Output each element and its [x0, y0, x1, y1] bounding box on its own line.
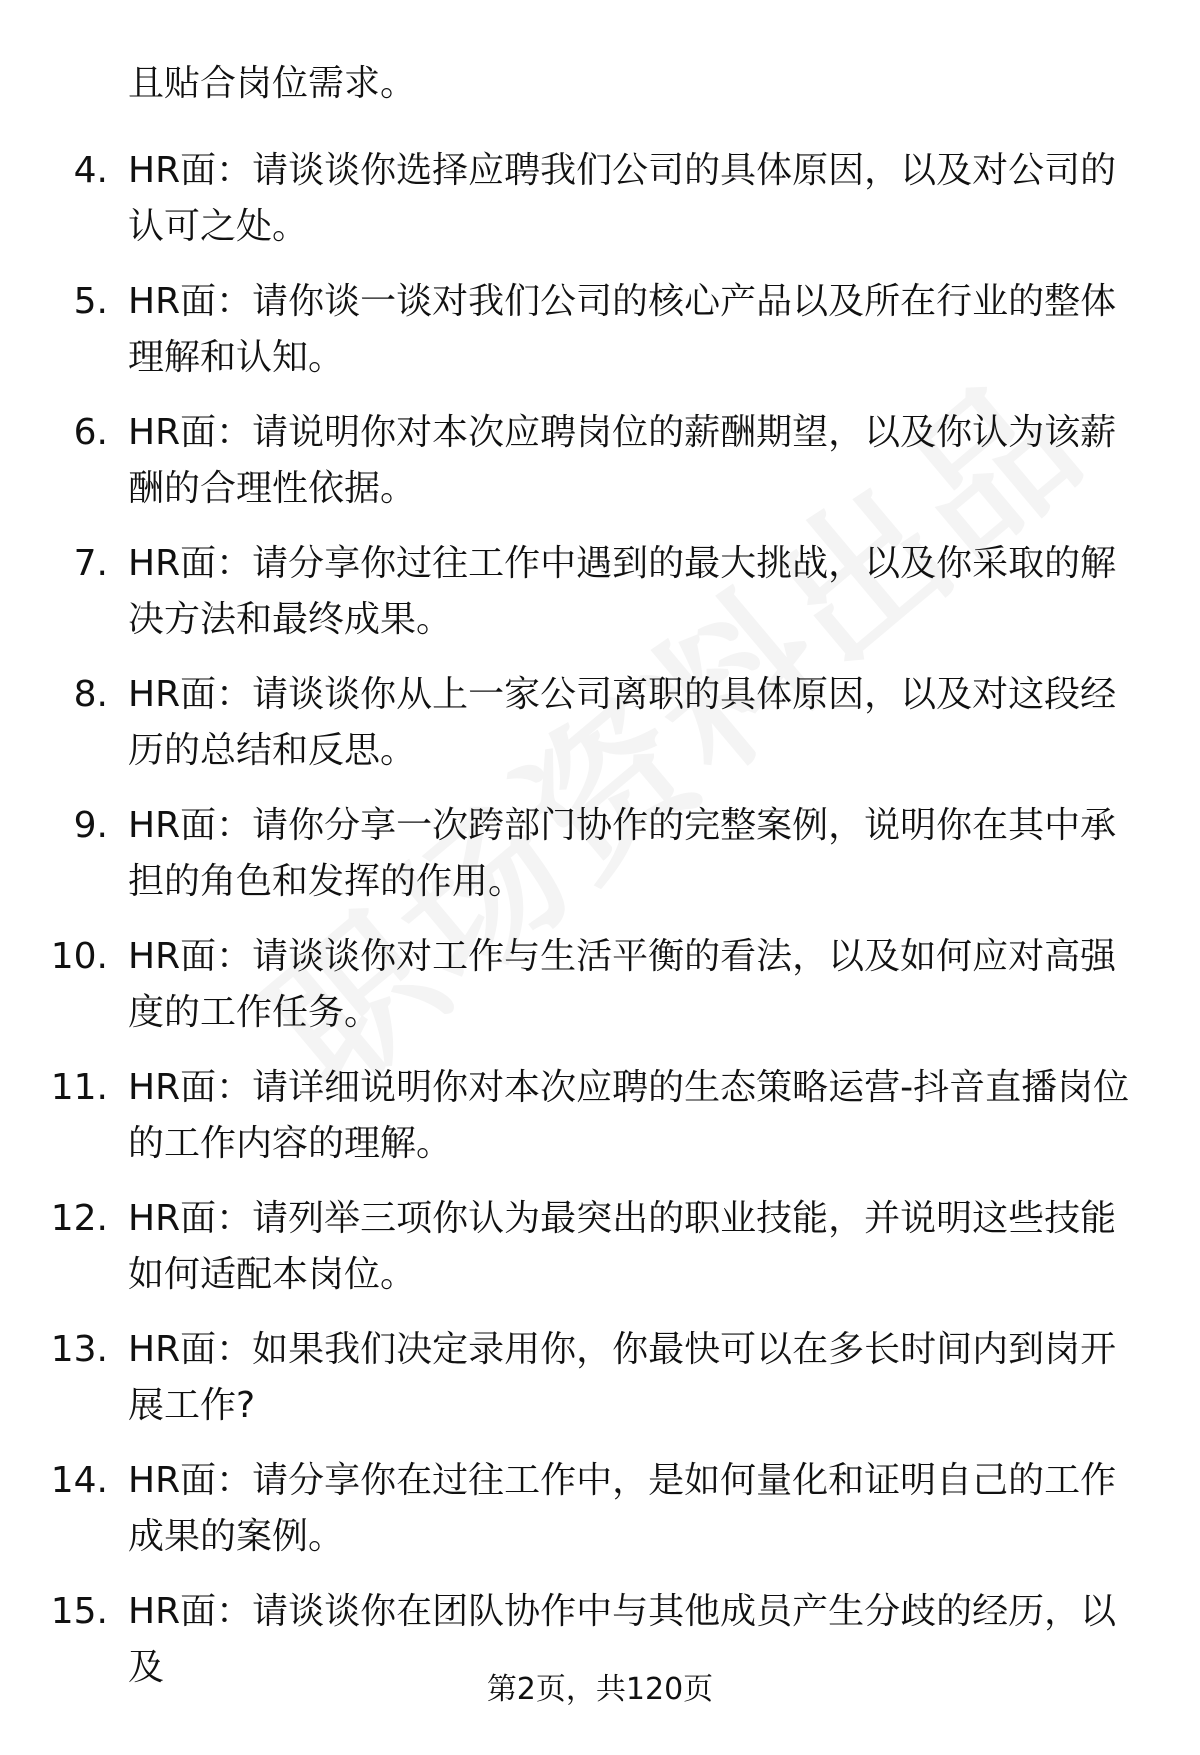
question-item	[0, 536, 1200, 667]
question-text: HR面：请谈谈你选择应聘我们公司的具体原因，以及对公司的认可之处。	[128, 150, 1117, 247]
continuation-text: 且贴合岗位需求。	[128, 63, 417, 104]
question-number: 11.	[50, 1067, 108, 1108]
question-text: HR面：请分享你在过往工作中，是如何量化和证明自己的工作成果的案例。	[128, 1460, 1117, 1557]
question-number: 7.	[73, 543, 108, 584]
question-text: HR面：请谈谈你对工作与生活平衡的看法，以及如何应对高强度的工作任务。	[128, 936, 1117, 1033]
question-number: 15.	[50, 1591, 108, 1632]
question-text: HR面：请分享你过往工作中遇到的最大挑战，以及你采取的解决方法和最终成果。	[128, 543, 1117, 640]
question-number: 12.	[50, 1198, 108, 1239]
question-item	[0, 1453, 1200, 1584]
question-text: HR面：请你分享一次跨部门协作的完整案例，说明你在其中承担的角色和发挥的作用。	[128, 805, 1117, 902]
question-number: 14.	[50, 1460, 108, 1501]
question-item	[0, 1322, 1200, 1453]
question-number: 13.	[50, 1329, 108, 1370]
question-text: HR面：请谈谈你在团队协作中与其他成员产生分歧的经历，以及	[128, 1591, 1117, 1688]
question-text: HR面：请列举三项你认为最突出的职业技能，并说明这些技能如何适配本岗位。	[128, 1198, 1117, 1295]
question-number: 8.	[73, 674, 108, 715]
question-number: 10.	[50, 936, 108, 977]
question-text: HR面：请说明你对本次应聘岗位的薪酬期望，以及你认为该薪酬的合理性依据。	[128, 412, 1117, 509]
question-item	[0, 929, 1200, 1060]
question-item	[0, 667, 1200, 798]
question-text: HR面：请谈谈你从上一家公司离职的具体原因，以及对这段经历的总结和反思。	[128, 674, 1117, 771]
question-list	[0, 143, 1200, 1715]
question-item	[0, 1191, 1200, 1322]
question-item	[0, 798, 1200, 929]
question-text: HR面：如果我们决定录用你，你最快可以在多长时间内到岗开展工作?	[128, 1329, 1117, 1426]
page-footer: 第2页，共120页	[486, 1672, 714, 1707]
question-item	[0, 1060, 1200, 1191]
question-number: 4.	[73, 150, 108, 191]
question-text: HR面：请你谈一谈对我们公司的核心产品以及所在行业的整体理解和认知。	[128, 281, 1117, 378]
question-number: 5.	[73, 281, 108, 322]
question-item	[0, 274, 1200, 405]
question-item	[0, 405, 1200, 536]
question-item	[0, 143, 1200, 274]
question-number: 9.	[73, 805, 108, 846]
question-number: 6.	[73, 412, 108, 453]
question-text: HR面：请详细说明你对本次应聘的生态策略运营-抖音直播岗位的工作内容的理解。	[128, 1067, 1130, 1164]
